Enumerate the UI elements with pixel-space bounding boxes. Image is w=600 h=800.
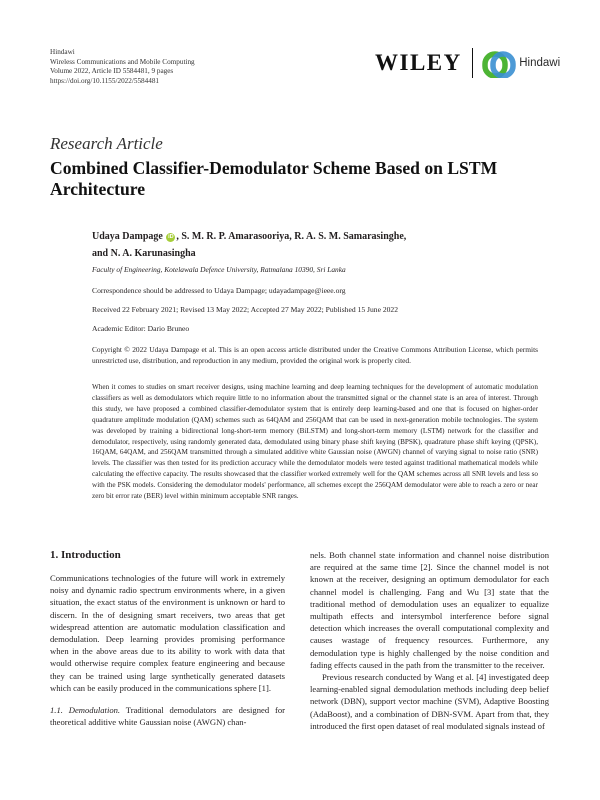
author-name: Udaya Dampage [92, 231, 163, 242]
academic-editor: Academic Editor: Dario Bruneo [92, 324, 190, 333]
hindawi-logo-text: Hindawi [519, 57, 561, 69]
affiliation: Faculty of Engineering, Kotelawala Defence University, Ratmalana 10390, Sri Lanka [92, 265, 346, 274]
paragraph: Communications technologies of the future will work in extremely noisy and dynamic radio spectrum environments where, in a given situation, the exact status of the environment is unknown or hard to discern. In the of designing smart receivers, two areas that get widespread attention are automatic modulation classification and demodulation. Deep learning provides promising performance when in the above areas due to its ability to work with data that would otherwise require complex feature engineering and because they can be trained using large synthetically generated datasets which can be easily produced in the communications sphere [1]. [50, 573, 285, 693]
journal-name: Wireless Communications and Mobile Computing [50, 57, 195, 66]
abstract: When it comes to studies on smart receiver designs, using machine learning and deep learning techniques for the development of automatic modulation classifiers as well as demodulators which require little to no information about the transmitted signal or the channel state is an area of interest. Through this study, we have proposed a combined classifier-demodulator system that is entirely deep learning-based and one that is focused on higher-order quadrature amplitude modulation (QAM) schemes such as 64QAM and 256QAM that can be used in next-generation mobile technologies. The system was developed by training a bidirectional long-short-term memory (BiLSTM) and long-short-term memory (LSTM) network for the classifier and demodulator, respectively, using randomly generated data, demodulated using binary phase shift keying (BPSK), quadrature phase shift keying (QPSK), 16QAM, 64QAM, and 256QAM transmitted through a simulated additive white Gaussian noise (AWGN) channel of varying signal to noise ratio (SNR) levels. The classifier was then tested for its prediction accuracy while the demodulator models were tested against traditional mathematical models while calculating the effective capacity. The results showcased that the classifier worked extremely well for the QAM schemes across all SNR levels and less so with the PSK models. Considering the demodulator models' performance, all schemes except the 256QAM demodulator were able to reach a zero or near zero bit error rate (BER) level within minimum acceptable SNR ranges. [92, 383, 538, 501]
author-names-rest: , S. M. R. P. Amarasooriya, R. A. S. M. Samarasinghe, [176, 231, 407, 242]
publisher-name: Hindawi [50, 48, 75, 56]
correspondence: Correspondence should be addressed to Udaya Dampage; udayadampage@ieee.org [92, 286, 346, 295]
paragraph: nels. Both channel state information and channel noise distribution are required at the same time [2]. Since the channel model is not known at the receiver, designing an optimum demodulator for each channel model is challenging. Fang and Wu [3] state that the traditional method of demodulation uses an equalizer to equalize multipath effects and intersymbol interference before signal detection which increases the overall computational complexity and causes wastage of frequency resources. Furthermore, any demodulation type is highly challenged by the noise condition and fading effects caused in the path from the transmitter to the receiver. [310, 550, 549, 670]
body-column-right [310, 549, 549, 732]
body-column-left [50, 572, 285, 728]
wiley-logo: WILEY [375, 50, 462, 75]
author-names-line2: and N. A. Karunasingha [92, 248, 196, 259]
section-heading: 1. Introduction [50, 549, 121, 561]
copyright-notice: Copyright © 2022 Udaya Dampage et al. This is an open access article distributed under the Creative Commons Attribution License, which permits unrestricted use, distribution, and reproduction in any medium, provided the original work is properly cited. [92, 345, 538, 365]
paragraph [50, 704, 285, 728]
journal-header [50, 48, 195, 86]
paragraph-text: Traditional demodulators are designed for theoretical additive white Gaussian noise (AWGN) chan- [50, 705, 286, 728]
subsection-heading: 1.1. Demodulation. [50, 705, 121, 716]
article-type: Research Article [50, 134, 163, 153]
publisher-logos [375, 48, 560, 78]
paragraph: Previous research conducted by Wang et al. [4] investigated deep learning-enabled signal demodulation methods including deep belief network (DBN), support vector machine (SVM), Adaptive Boosting (AdaBoost), and a combination of DBN-SVM. Apart from that, they introduced the first open dataset of real modulated signals instead of [310, 672, 549, 731]
publication-dates: Received 22 February 2021; Revised 13 May 2022; Accepted 27 May 2022; Published 15 June 2022 [92, 305, 399, 314]
logo-divider [472, 48, 474, 78]
doi-link[interactable]: https://doi.org/10.1155/2022/5584481 [50, 76, 160, 85]
author-list [92, 228, 532, 262]
hindawi-logo-icon [481, 48, 517, 78]
orcid-icon[interactable]: iD [168, 234, 174, 240]
volume-info: Volume 2022, Article ID 5584481, 9 pages [50, 67, 174, 76]
article-title: Combined Classifier-Demodulator Scheme Based on LSTM Architecture [50, 158, 498, 199]
